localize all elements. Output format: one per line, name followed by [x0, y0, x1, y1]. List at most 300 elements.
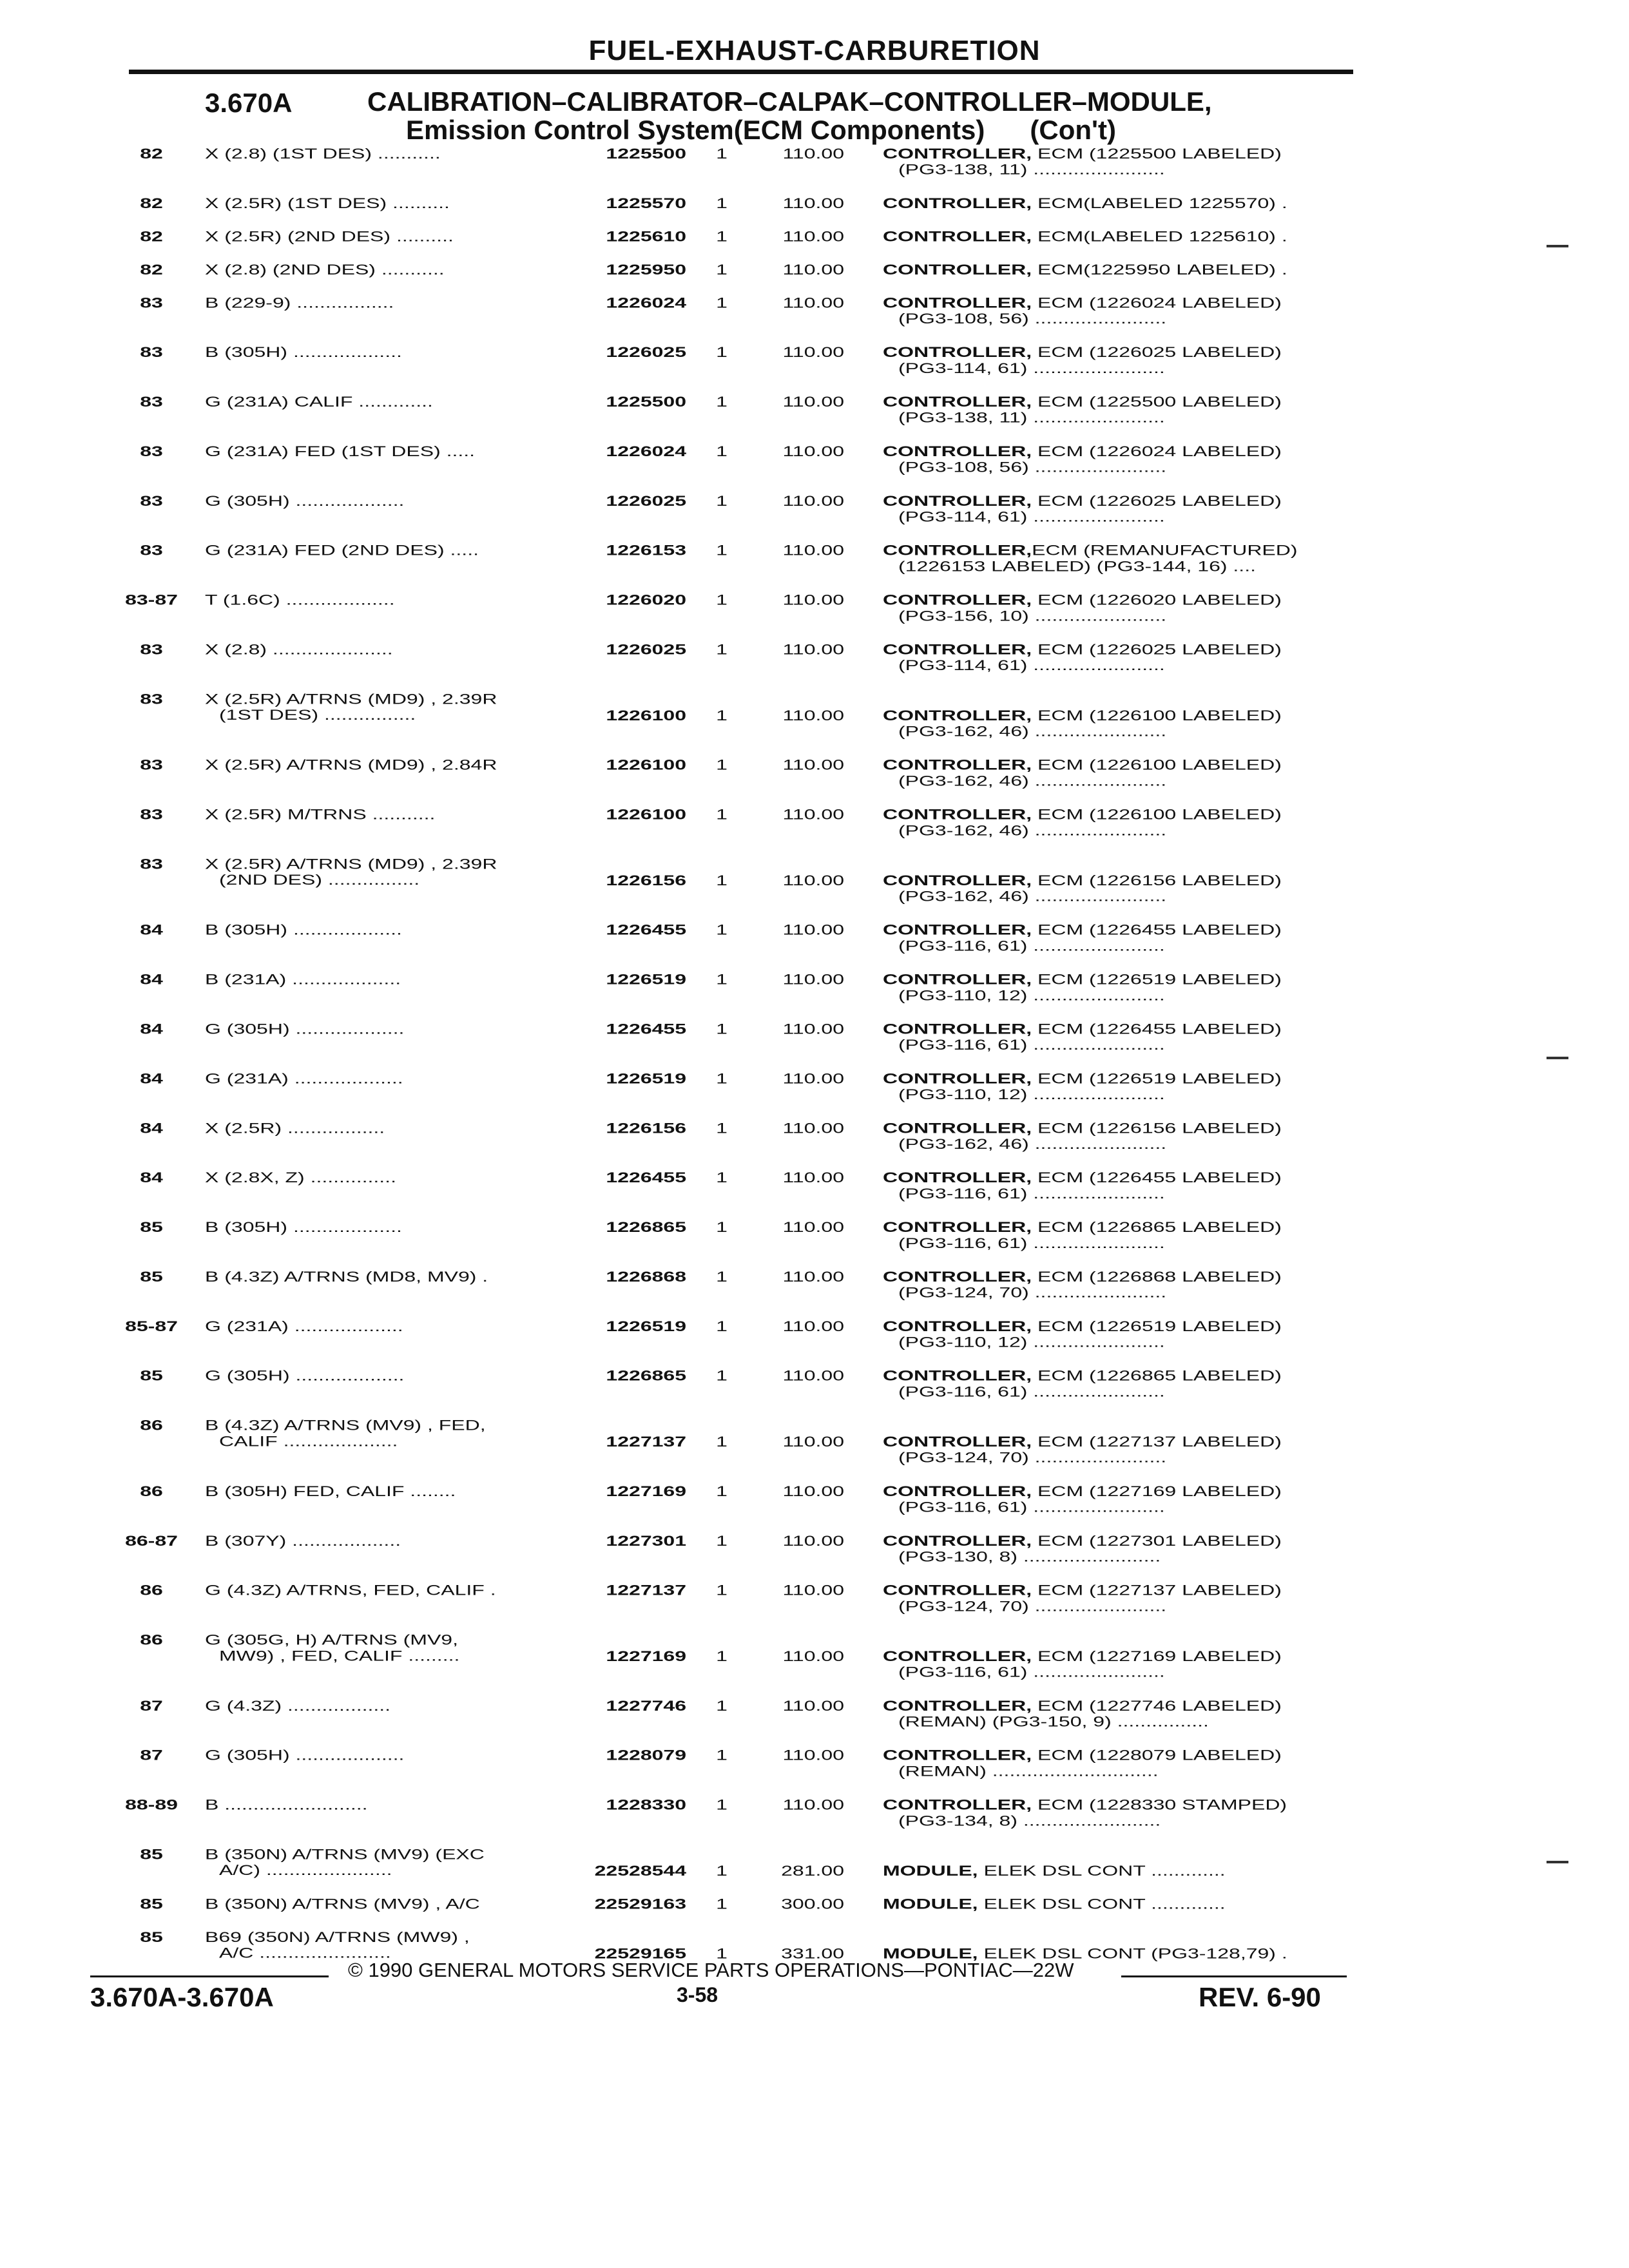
description-line: CONTROLLER, ECM(1225950 LABELED) .	[883, 261, 1287, 278]
application-line: G (231A) ...................	[205, 1318, 403, 1334]
description	[883, 1434, 1450, 1465]
description	[883, 807, 1450, 838]
margin-tick	[1547, 245, 1568, 247]
item-name: CONTROLLER,	[883, 443, 1032, 459]
table-row	[110, 922, 1398, 971]
description-line: (PG3-110, 12) .......................	[898, 1334, 1165, 1350]
price: 110.00	[782, 195, 844, 211]
item-name: CONTROLLER,	[883, 1697, 1032, 1714]
part-number: 1226025	[606, 641, 686, 658]
description-line: CONTROLLER, ECM (1227301 LABELED)	[883, 1532, 1282, 1549]
part-number: 1226020	[606, 591, 686, 608]
footer-reference-range: 3.670A-3.670A	[90, 1982, 274, 2012]
table-row	[110, 1483, 1398, 1532]
description-line: (PG3-124, 70) .......................	[898, 1449, 1167, 1466]
price: 110.00	[782, 872, 844, 889]
part-number: 1226100	[606, 756, 686, 773]
item-name: CONTROLLER,	[883, 1434, 1032, 1450]
price: 110.00	[782, 1367, 844, 1384]
description-line: (PG3-162, 46) .......................	[898, 773, 1167, 789]
part-number: 1227169	[606, 1483, 686, 1499]
model-year: 83	[140, 344, 163, 360]
application-line: A/C .......................	[219, 1945, 391, 1961]
application-line: B (231A) ...................	[205, 971, 401, 988]
description-line: CONTROLLER, ECM (1226455 LABELED)	[883, 1021, 1282, 1037]
application-line: X (2.5R) (2ND DES) ..........	[205, 228, 454, 245]
price: 281.00	[781, 1862, 844, 1879]
description	[883, 443, 1450, 475]
description-line: CONTROLLER, ECM (1226519 LABELED)	[883, 971, 1282, 988]
price: 110.00	[782, 1796, 844, 1813]
price: 110.00	[782, 1483, 844, 1499]
table-row	[110, 1418, 1398, 1483]
quantity: 1	[716, 707, 728, 724]
revision-label: REV. 6-90	[1199, 1982, 1321, 2012]
table-row	[110, 294, 1398, 343]
application-line: G (305G, H) A/TRNS (MV9,	[205, 1631, 458, 1648]
price: 110.00	[782, 1697, 844, 1714]
item-name: CONTROLLER,	[883, 1219, 1032, 1235]
description	[883, 394, 1450, 425]
description	[883, 1863, 1450, 1879]
part-number: 1226519	[606, 1318, 686, 1334]
item-name: CONTROLLER,	[883, 1483, 1032, 1499]
description	[883, 1797, 1450, 1829]
description-line: CONTROLLER, ECM (1227137 LABELED)	[883, 1582, 1282, 1599]
application-line: MW9) , FED, CALIF .........	[219, 1648, 460, 1664]
model-year: 84	[140, 1120, 163, 1137]
quantity: 1	[716, 195, 728, 211]
description-line: (PG3-138, 11) .......................	[898, 161, 1165, 178]
description-line: CONTROLLER, ECM (1226100 LABELED)	[883, 806, 1282, 823]
application-line: G (231A) ...................	[205, 1070, 403, 1087]
description	[883, 1648, 1450, 1680]
description-line: CONTROLLER, ECM (1226865 LABELED)	[883, 1367, 1282, 1384]
part-number: 1226153	[606, 542, 686, 559]
quantity: 1	[716, 1120, 728, 1137]
description-line: CONTROLLER, ECM (1226519 LABELED)	[883, 1318, 1282, 1334]
item-name: CONTROLLER,	[883, 872, 1032, 889]
model-year: 85	[140, 1896, 163, 1912]
table-row	[110, 1896, 1398, 1928]
description	[883, 1120, 1450, 1151]
model-year: 85	[140, 1367, 163, 1384]
application-line: G (231A) CALIF .............	[205, 394, 433, 410]
price: 110.00	[782, 806, 844, 823]
quantity: 1	[716, 492, 728, 509]
description-line: MODULE, ELEK DSL CONT .............	[883, 1896, 1226, 1912]
top-rule	[129, 70, 1353, 74]
model-year: 82	[140, 146, 163, 162]
part-number: 1225950	[606, 261, 686, 278]
quantity: 1	[716, 806, 728, 823]
price: 300.00	[781, 1896, 844, 1912]
model-year: 83	[140, 443, 163, 459]
model-year: 84	[140, 921, 163, 938]
table-row	[110, 691, 1398, 756]
description	[883, 922, 1450, 954]
margin-tick	[1547, 1861, 1568, 1863]
heading-line-2	[406, 116, 1373, 144]
item-name: CONTROLLER,	[883, 1169, 1032, 1186]
price: 110.00	[782, 394, 844, 410]
description	[883, 1169, 1450, 1201]
model-year: 84	[140, 1021, 163, 1037]
quantity: 1	[716, 542, 728, 559]
item-name: CONTROLLER,	[883, 228, 1032, 245]
description-line: CONTROLLER, ECM (1226020 LABELED)	[883, 591, 1282, 608]
description	[883, 1318, 1450, 1350]
description-line: (PG3-162, 46) .......................	[898, 822, 1167, 839]
application-line: X (2.5R) A/TRNS (MD9) , 2.84R	[205, 756, 497, 773]
quantity: 1	[716, 394, 728, 410]
item-name: CONTROLLER,	[883, 1747, 1032, 1763]
description	[883, 1219, 1450, 1251]
part-number: 1227746	[606, 1697, 686, 1714]
model-year: 85	[140, 1928, 163, 1945]
reference-number: 3.670A	[205, 88, 293, 118]
model-year: 86	[140, 1483, 163, 1499]
price: 110.00	[782, 492, 844, 509]
application-line: G (305H) ...................	[205, 1367, 405, 1384]
table-row	[110, 1797, 1398, 1846]
description	[883, 642, 1450, 673]
quantity: 1	[716, 1318, 728, 1334]
description-line: (PG3-162, 46) .......................	[898, 723, 1167, 740]
part-number: 1226865	[606, 1219, 686, 1235]
table-row	[110, 1219, 1398, 1268]
part-number: 1226868	[606, 1269, 686, 1285]
model-year: 86-87	[125, 1532, 178, 1549]
price: 110.00	[782, 1021, 844, 1037]
description-line: (PG3-138, 11) .......................	[898, 409, 1165, 426]
item-name: CONTROLLER,	[883, 806, 1032, 823]
model-year: 82	[140, 228, 163, 245]
footer-rule-right	[1121, 1975, 1347, 1977]
quantity: 1	[716, 1269, 728, 1285]
price: 110.00	[782, 1269, 844, 1285]
description-line: CONTROLLER, ECM (1226025 LABELED)	[883, 641, 1282, 658]
part-number: 1225500	[606, 146, 686, 162]
description	[883, 1698, 1450, 1729]
application-line: CALIF ....................	[219, 1433, 398, 1450]
description-line: CONTROLLER, ECM(LABELED 1225610) .	[883, 228, 1287, 245]
application-line: G (305H) ...................	[205, 1747, 405, 1763]
description-line: (PG3-124, 70) .......................	[898, 1284, 1167, 1301]
application-line: G (231A) FED (2ND DES) .....	[205, 542, 479, 559]
model-year: 86	[140, 1417, 163, 1434]
item-name: CONTROLLER,	[883, 707, 1032, 724]
application-line: X (2.8X, Z) ...............	[205, 1169, 396, 1186]
table-row	[110, 146, 1398, 195]
description-line: CONTROLLER, ECM (1227746 LABELED)	[883, 1697, 1282, 1714]
quantity: 1	[716, 294, 728, 311]
part-number: 22529163	[594, 1896, 686, 1912]
part-number: 1225610	[606, 228, 686, 245]
part-number: 1228079	[606, 1747, 686, 1763]
application-line: B (305H) FED, CALIF ........	[205, 1483, 456, 1499]
table-row	[110, 543, 1398, 591]
description-line: CONTROLLER, ECM (1228330 STAMPED)	[883, 1796, 1287, 1813]
table-row	[110, 394, 1398, 443]
model-year: 88-89	[125, 1796, 178, 1813]
description-line: (PG3-134, 8) ........................	[898, 1812, 1161, 1829]
description-line: (PG3-114, 61) .......................	[898, 360, 1165, 376]
application-line: G (305H) ...................	[205, 1021, 405, 1037]
price: 110.00	[782, 1120, 844, 1137]
application-line: X (2.5R) A/TRNS (MD9) , 2.39R	[205, 856, 497, 872]
price: 110.00	[782, 591, 844, 608]
part-number: 1226100	[606, 707, 686, 724]
model-year: 84	[140, 1169, 163, 1186]
application-line: B (305H) ...................	[205, 921, 402, 938]
table-row	[110, 856, 1398, 921]
table-row	[110, 972, 1398, 1021]
heading-continued: (Con't)	[1030, 115, 1116, 145]
description-line: CONTROLLER, ECM (1228079 LABELED)	[883, 1747, 1282, 1763]
model-year: 84	[140, 971, 163, 988]
quantity: 1	[716, 1070, 728, 1087]
application-line: G (4.3Z) A/TRNS, FED, CALIF .	[205, 1582, 496, 1599]
description-line: (PG3-116, 61) .......................	[898, 1185, 1165, 1202]
price: 110.00	[782, 971, 844, 988]
description-line: (PG3-108, 56) .......................	[898, 311, 1167, 327]
quantity: 1	[716, 1367, 728, 1384]
description-line: CONTROLLER, ECM (1226156 LABELED)	[883, 872, 1282, 889]
table-row	[110, 1847, 1398, 1896]
price: 110.00	[782, 542, 844, 559]
price: 110.00	[782, 261, 844, 278]
description-line: (PG3-114, 61) .......................	[898, 508, 1165, 525]
parts-list	[110, 146, 1398, 1979]
table-row	[110, 344, 1398, 393]
description-line: (PG3-156, 10) .......................	[898, 608, 1167, 624]
price: 110.00	[782, 443, 844, 459]
price: 110.00	[782, 707, 844, 724]
margin-tick	[1547, 1057, 1568, 1059]
item-name: CONTROLLER,	[883, 344, 1032, 360]
description-line: MODULE, ELEK DSL CONT .............	[883, 1862, 1226, 1879]
description	[883, 493, 1450, 524]
item-name: CONTROLLER,	[883, 591, 1032, 608]
description-line: CONTROLLER, ECM (1226519 LABELED)	[883, 1070, 1282, 1087]
description	[883, 1747, 1450, 1779]
model-year: 82	[140, 261, 163, 278]
price: 110.00	[782, 228, 844, 245]
table-row	[110, 1698, 1398, 1747]
item-name: CONTROLLER,	[883, 261, 1032, 278]
application-line: X (2.5R) (1ST DES) ..........	[205, 195, 450, 211]
application-line: B (229-9) .................	[205, 294, 394, 311]
quantity: 1	[716, 1532, 728, 1549]
item-name: CONTROLLER,	[883, 394, 1032, 410]
item-name: CONTROLLER,	[883, 294, 1032, 311]
application-line: X (2.8) (2ND DES) ...........	[205, 261, 445, 278]
model-year: 85-87	[125, 1318, 178, 1334]
table-row	[110, 443, 1398, 492]
application-line: G (4.3Z) ..................	[205, 1697, 391, 1714]
quantity: 1	[716, 261, 728, 278]
item-name: CONTROLLER,	[883, 1648, 1032, 1664]
description	[883, 262, 1450, 278]
part-number: 22529165	[594, 1945, 686, 1962]
description-line: (PG3-116, 61) .......................	[898, 1664, 1165, 1680]
price: 110.00	[782, 1747, 844, 1763]
description	[883, 1070, 1450, 1102]
table-row	[110, 228, 1398, 260]
price: 110.00	[782, 1318, 844, 1334]
application-line: T (1.6C) ...................	[205, 591, 395, 608]
item-name: CONTROLLER,	[883, 1269, 1032, 1285]
description-line: CONTROLLER,ECM (REMANUFACTURED)	[883, 542, 1298, 559]
quantity: 1	[716, 443, 728, 459]
description-line: CONTROLLER, ECM (1226100 LABELED)	[883, 707, 1282, 724]
description-line: CONTROLLER, ECM (1226455 LABELED)	[883, 921, 1282, 938]
table-row	[110, 1070, 1398, 1119]
model-year: 86	[140, 1582, 163, 1599]
table-row	[110, 262, 1398, 294]
application-line: X (2.8) (1ST DES) ...........	[205, 146, 441, 162]
description	[883, 757, 1450, 789]
quantity: 1	[716, 1582, 728, 1599]
model-year: 85	[140, 1219, 163, 1235]
description-line: (PG3-130, 8) ........................	[898, 1548, 1161, 1565]
item-name: CONTROLLER,	[883, 542, 1032, 559]
price: 110.00	[782, 1219, 844, 1235]
model-year: 82	[140, 195, 163, 211]
item-name: CONTROLLER,	[883, 1120, 1032, 1137]
description-line: CONTROLLER, ECM (1227169 LABELED)	[883, 1648, 1282, 1664]
table-row	[110, 642, 1398, 691]
part-number: 1226100	[606, 806, 686, 823]
model-year: 83	[140, 492, 163, 509]
quantity: 1	[716, 1697, 728, 1714]
price: 110.00	[782, 1070, 844, 1087]
description-line: CONTROLLER, ECM (1226865 LABELED)	[883, 1219, 1282, 1235]
description	[883, 1021, 1450, 1053]
description-line: (PG3-110, 12) .......................	[898, 1086, 1165, 1102]
model-year: 83-87	[125, 591, 178, 608]
page-number: 3-58	[677, 1983, 718, 2006]
application-line: X (2.5R) A/TRNS (MD9) , 2.39R	[205, 691, 497, 707]
item-name: CONTROLLER,	[883, 1021, 1032, 1037]
application-line: B (305H) ...................	[205, 1219, 402, 1235]
model-year: 83	[140, 856, 163, 872]
item-name: CONTROLLER,	[883, 971, 1032, 988]
table-row	[110, 1582, 1398, 1631]
price: 110.00	[782, 1648, 844, 1664]
description-line: CONTROLLER, ECM (1226100 LABELED)	[883, 756, 1282, 773]
quantity: 1	[716, 146, 728, 162]
quantity: 1	[716, 1021, 728, 1037]
part-number: 1226455	[606, 921, 686, 938]
description	[883, 1269, 1450, 1300]
description	[883, 1368, 1450, 1399]
description-line: (PG3-162, 46) .......................	[898, 888, 1167, 905]
table-row	[110, 1632, 1398, 1697]
quantity: 1	[716, 1219, 728, 1235]
description-line: (PG3-116, 61) .......................	[898, 937, 1165, 954]
description-line: (PG3-110, 12) .......................	[898, 987, 1165, 1004]
quantity: 1	[716, 1796, 728, 1813]
part-number: 1226025	[606, 344, 686, 360]
table-row	[110, 493, 1398, 542]
table-row	[110, 195, 1398, 227]
table-row	[110, 807, 1398, 856]
item-name: MODULE,	[883, 1896, 978, 1912]
price: 110.00	[782, 1532, 844, 1549]
application-line: B (350N) A/TRNS (MV9) (EXC	[205, 1846, 485, 1863]
description	[883, 1896, 1450, 1912]
description-line: (PG3-116, 61) .......................	[898, 1499, 1165, 1515]
description-line: (PG3-162, 46) .......................	[898, 1136, 1167, 1152]
quantity: 1	[716, 1945, 728, 1962]
table-row	[110, 1120, 1398, 1169]
application-line: X (2.8) .....................	[205, 641, 393, 658]
table-row	[110, 757, 1398, 806]
description-line: CONTROLLER, ECM(LABELED 1225570) .	[883, 195, 1287, 211]
quantity: 1	[716, 1648, 728, 1664]
part-number: 1225570	[606, 195, 686, 211]
item-name: CONTROLLER,	[883, 492, 1032, 509]
quantity: 1	[716, 756, 728, 773]
description	[883, 1533, 1450, 1564]
application-line: (2ND DES) ................	[219, 872, 420, 888]
description-line: CONTROLLER, ECM (1225500 LABELED)	[883, 394, 1282, 410]
table-row	[110, 1533, 1398, 1582]
description-line: CONTROLLER, ECM (1226455 LABELED)	[883, 1169, 1282, 1186]
model-year: 87	[140, 1697, 163, 1714]
description-line: CONTROLLER, ECM (1226868 LABELED)	[883, 1269, 1282, 1285]
description	[883, 195, 1450, 211]
section-title: FUEL-EXHAUST-CARBURETION	[588, 35, 1041, 66]
part-number: 1226024	[606, 443, 686, 459]
description	[883, 592, 1450, 624]
quantity: 1	[716, 641, 728, 658]
footer-rule-left	[90, 1975, 329, 1977]
quantity: 1	[716, 228, 728, 245]
table-row	[110, 592, 1398, 641]
table-row	[110, 1269, 1398, 1318]
part-number: 1226156	[606, 872, 686, 889]
description-line: (PG3-124, 70) .......................	[898, 1598, 1167, 1615]
description	[883, 543, 1450, 574]
application-line: (1ST DES) ................	[219, 707, 416, 723]
description-line: (PG3-108, 56) .......................	[898, 459, 1167, 476]
price: 110.00	[782, 1434, 844, 1450]
price: 110.00	[782, 344, 844, 360]
model-year: 83	[140, 394, 163, 410]
model-year: 83	[140, 806, 163, 823]
table-row	[110, 1368, 1398, 1417]
quantity: 1	[716, 344, 728, 360]
part-number: 1226455	[606, 1021, 686, 1037]
description-line: CONTROLLER, ECM (1226024 LABELED)	[883, 294, 1282, 311]
description-line: (PG3-116, 61) .......................	[898, 1235, 1165, 1251]
application-line: B (4.3Z) A/TRNS (MD8, MV9) .	[205, 1269, 488, 1285]
application-line: B (307Y) ...................	[205, 1532, 401, 1549]
part-number: 1227137	[606, 1434, 686, 1450]
quantity: 1	[716, 1169, 728, 1186]
model-year: 85	[140, 1846, 163, 1863]
quantity: 1	[716, 921, 728, 938]
price: 110.00	[782, 1582, 844, 1599]
item-name: CONTROLLER,	[883, 1532, 1032, 1549]
model-year: 83	[140, 756, 163, 773]
quantity: 1	[716, 1434, 728, 1450]
description	[883, 228, 1450, 244]
description-line: CONTROLLER, ECM (1227137 LABELED)	[883, 1434, 1282, 1450]
